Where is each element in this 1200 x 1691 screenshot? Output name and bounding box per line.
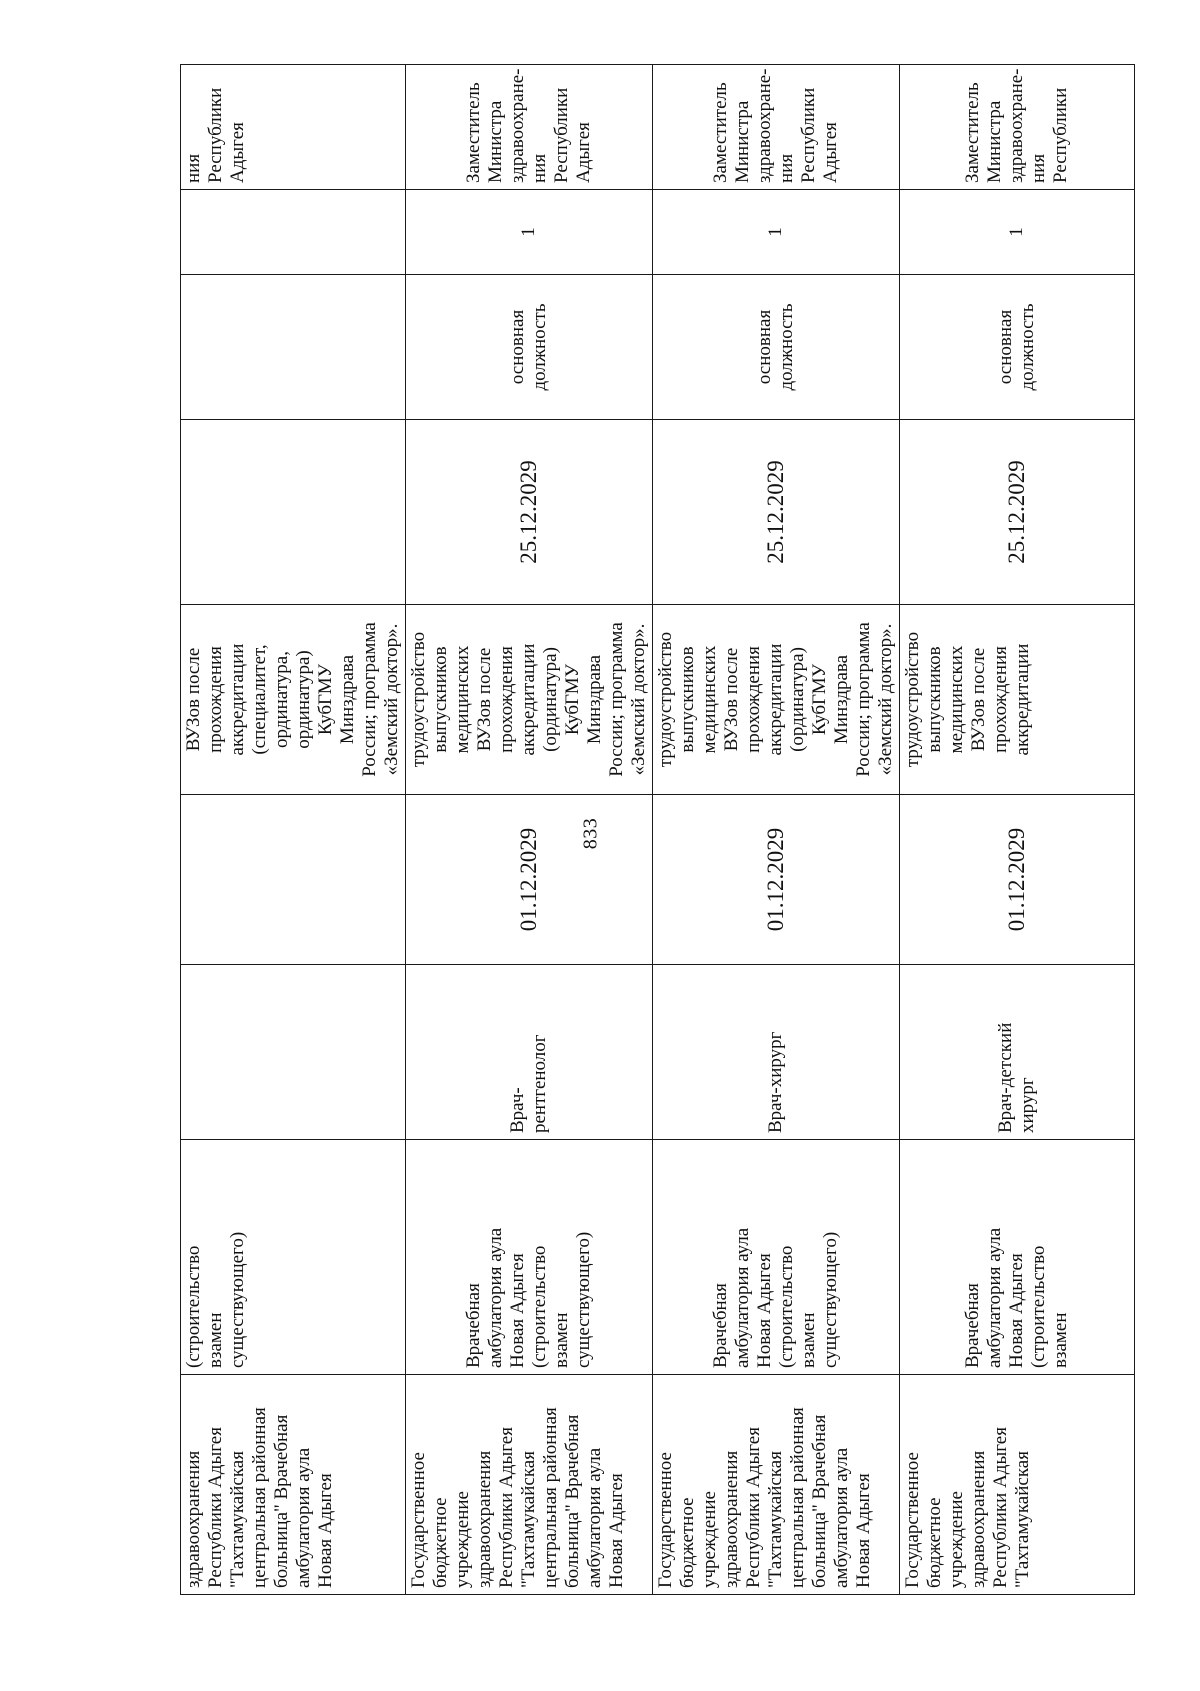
end-date-cell — [181, 420, 406, 605]
vacancy-table — [180, 64, 1135, 1595]
type-cell: основная должность — [900, 275, 1135, 420]
org-cell: Государственное бюджетное учреждение здравоохранения Республики Адыгея "Тахтамукайская центральная районная больница" Врачебная амбулатория аула Новая Адыгея — [406, 1375, 653, 1595]
position-cell: Врач- рентгенолог — [406, 965, 653, 1140]
note-cell: трудоустройство выпускников медицинских ВУЗов после прохождения аккредитации (ординатура) КубГМУ Минздрава России; программа «Земский доктор». — [406, 605, 653, 795]
table-row — [406, 65, 653, 1595]
note-cell: трудоустройство выпускников медицинских ВУЗов после прохождения аккредитации — [900, 605, 1135, 795]
responsible-cell: Заместитель Министра здравоохране- ния Республики Адыгея — [653, 65, 900, 190]
count-cell: 1 — [406, 190, 653, 275]
count-cell — [181, 190, 406, 275]
table-row — [181, 65, 406, 1595]
position-cell — [181, 965, 406, 1140]
table-row — [900, 65, 1135, 1595]
org-cell: Государственное бюджетное учреждение здравоохранения Республики Адыгея "Тахтамукайская — [900, 1375, 1135, 1595]
note-cell: ВУЗов после прохождения аккредитации (специалитет, ординатура, ординатура) КубГМУ Минздрава России; программа «Земский доктор». — [181, 605, 406, 795]
start-date-cell: 01.12.2029 — [900, 795, 1135, 965]
type-cell — [181, 275, 406, 420]
position-cell: Врач-хирург — [653, 965, 900, 1140]
type-cell: основная должность — [653, 275, 900, 420]
table-row — [653, 65, 900, 1595]
type-cell: основная должность — [406, 275, 653, 420]
responsible-cell: Заместитель Министра здравоохране- ния Республики Адыгея — [406, 65, 653, 190]
end-date-cell: 25.12.2029 — [900, 420, 1135, 605]
count-cell: 1 — [900, 190, 1135, 275]
org-cell: Государственное бюджетное учреждение здравоохранения Республики Адыгея "Тахтамукайская центральная районная больница" Врачебная амбулатория аула Новая Адыгея — [653, 1375, 900, 1595]
unit-cell: Врачебная амбулатория аула Новая Адыгея (строительство взамен — [900, 1140, 1135, 1375]
rotated-table-wrapper — [180, 65, 1095, 1595]
unit-cell: Врачебная амбулатория аула Новая Адыгея (строительство взамен существующего) — [653, 1140, 900, 1375]
start-date-cell — [181, 795, 406, 965]
unit-cell: (строительство взамен существующего) — [181, 1140, 406, 1375]
org-cell: здравоохранения Республики Адыгея "Тахтамукайская центральная районная больница" Врачебная амбулатория аула Новая Адыгея — [181, 1375, 406, 1595]
responsible-cell: ния Республики Адыгея — [181, 65, 406, 190]
start-date-cell: 01.12.2029 — [406, 795, 653, 965]
responsible-cell: Заместитель Министра здравоохране- ния Республики — [900, 65, 1135, 190]
count-cell: 1 — [653, 190, 900, 275]
unit-cell: Врачебная амбулатория аула Новая Адыгея (строительство взамен существующего) — [406, 1140, 653, 1375]
end-date-cell: 25.12.2029 — [653, 420, 900, 605]
page-number: 833 — [579, 817, 602, 850]
position-cell: Врач-детский хирург — [900, 965, 1135, 1140]
note-cell: трудоустройство выпускников медицинских ВУЗов после прохождения аккредитации (ординатура) КубГМУ Минздрава России; программа «Земский доктор». — [653, 605, 900, 795]
end-date-cell: 25.12.2029 — [406, 420, 653, 605]
start-date-cell: 01.12.2029 — [653, 795, 900, 965]
